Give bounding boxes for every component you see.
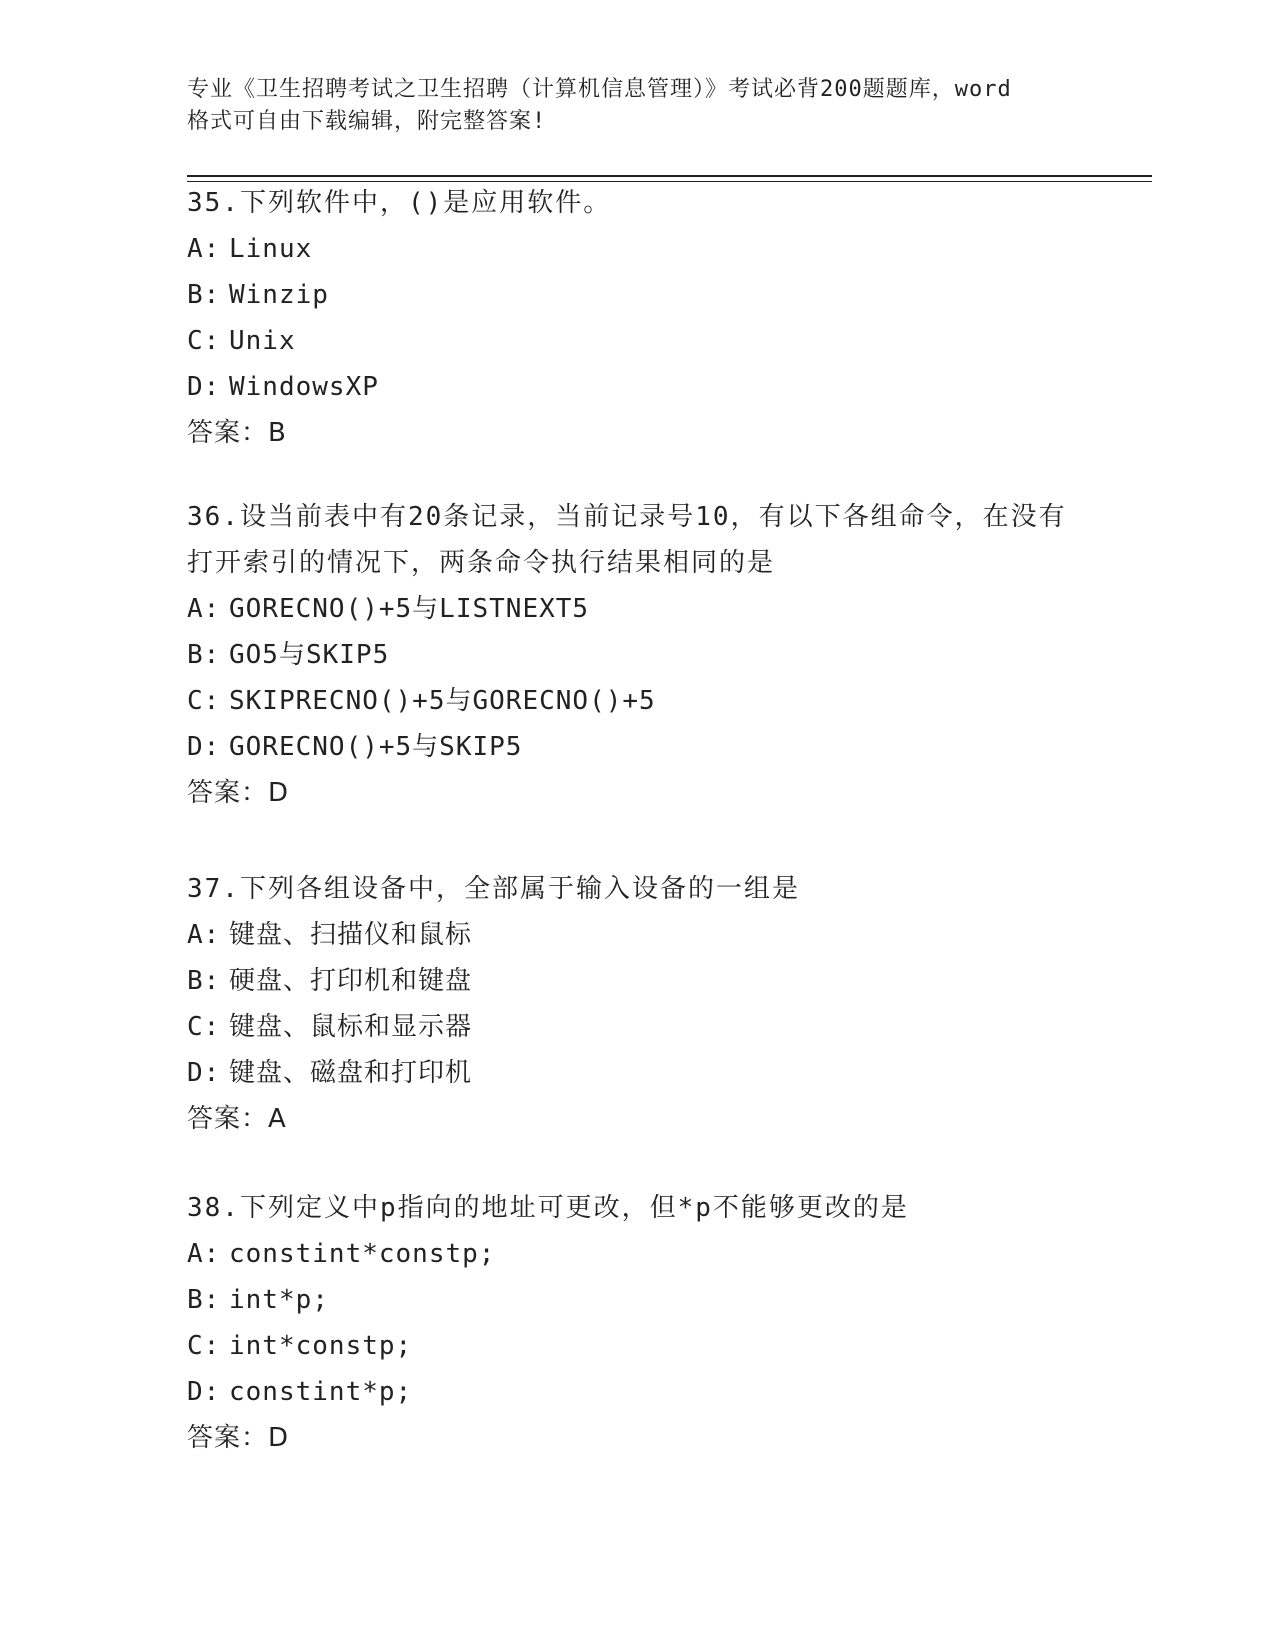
option-text: int*constp; <box>229 1331 413 1361</box>
option-a <box>187 1231 1087 1277</box>
option-b <box>187 1277 1087 1323</box>
option-key: A: <box>187 1239 221 1269</box>
question-stem: 36.设当前表中有20条记录，当前记录号10，有以下各组命令，在没有打开索引的情况下，两条命令执行结果相同的是 <box>187 502 1067 578</box>
option-key: A: <box>187 234 221 264</box>
document-header <box>187 74 1087 138</box>
question-stem: 35.下列软件中，()是应用软件。 <box>187 188 612 218</box>
option-text: int*p; <box>229 1285 329 1315</box>
option-key: B: <box>187 1285 221 1315</box>
option-text: 硬盘、打印机和键盘 <box>229 966 473 996</box>
option-key: A: <box>187 920 221 950</box>
option-key: D: <box>187 372 221 402</box>
option-d <box>187 1050 1087 1096</box>
option-c <box>187 1004 1087 1050</box>
option-key: C: <box>187 1012 221 1042</box>
option-text: GORECNO()+5与LISTNEXT5 <box>229 594 590 624</box>
option-a <box>187 586 1067 632</box>
header-line-2: 格式可自由下载编辑，附完整答案! <box>187 109 547 134</box>
option-key: C: <box>187 1331 221 1361</box>
option-d <box>187 724 1067 770</box>
option-c <box>187 1323 1087 1369</box>
option-key: D: <box>187 732 221 762</box>
question-38 <box>187 1185 1087 1461</box>
option-key: B: <box>187 966 221 996</box>
answer-label: 答案：A <box>187 1104 287 1134</box>
option-b <box>187 272 1087 318</box>
option-key: A: <box>187 594 221 624</box>
option-text: WindowsXP <box>229 372 379 402</box>
option-text: Linux <box>229 234 313 264</box>
question-36 <box>187 494 1067 816</box>
option-text: 键盘、扫描仪和鼠标 <box>229 920 473 950</box>
answer-label: 答案：B <box>187 418 287 448</box>
option-c <box>187 318 1087 364</box>
option-d <box>187 364 1087 410</box>
option-key: B: <box>187 640 221 670</box>
option-text: Winzip <box>229 280 329 310</box>
option-text: constint*constp; <box>229 1239 496 1269</box>
option-b <box>187 958 1087 1004</box>
option-b <box>187 632 1067 678</box>
option-key: C: <box>187 326 221 356</box>
option-a <box>187 226 1087 272</box>
option-key: D: <box>187 1377 221 1407</box>
answer-label: 答案：D <box>187 778 290 808</box>
option-c <box>187 678 1067 724</box>
option-key: D: <box>187 1058 221 1088</box>
question-stem: 38.下列定义中p指向的地址可更改，但*p不能够更改的是 <box>187 1193 909 1223</box>
option-d <box>187 1369 1087 1415</box>
option-a <box>187 912 1087 958</box>
option-text: Unix <box>229 326 296 356</box>
option-text: SKIPRECNO()+5与GORECNO()+5 <box>229 686 656 716</box>
option-text: 键盘、磁盘和打印机 <box>229 1058 473 1088</box>
answer-label: 答案：D <box>187 1423 290 1453</box>
question-stem: 37.下列各组设备中，全部属于输入设备的一组是 <box>187 874 800 904</box>
option-text: 键盘、鼠标和显示器 <box>229 1012 473 1042</box>
option-text: constint*p; <box>229 1377 413 1407</box>
option-text: GO5与SKIP5 <box>229 640 390 670</box>
option-key: B: <box>187 280 221 310</box>
option-key: C: <box>187 686 221 716</box>
option-text: GORECNO()+5与SKIP5 <box>229 732 523 762</box>
question-37 <box>187 866 1087 1142</box>
header-divider <box>187 175 1152 177</box>
header-line-1: 专业《卫生招聘考试之卫生招聘（计算机信息管理）》考试必背200题题库，word <box>187 77 1012 102</box>
question-35 <box>187 180 1087 456</box>
